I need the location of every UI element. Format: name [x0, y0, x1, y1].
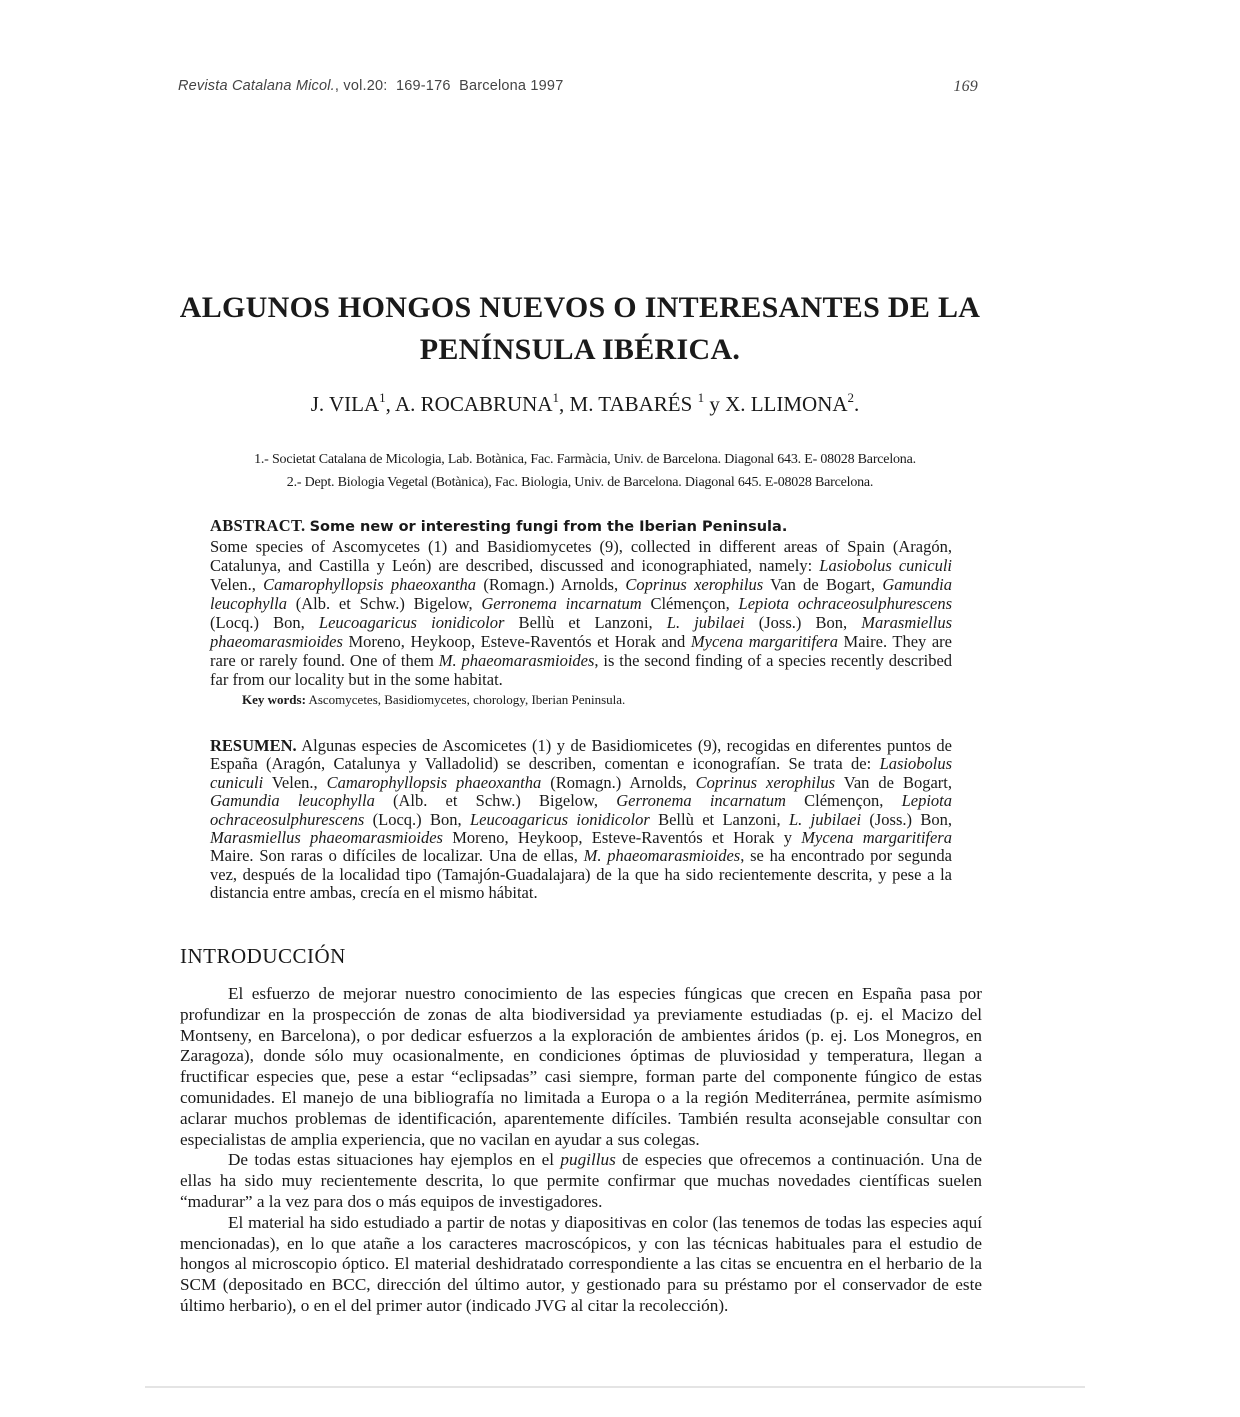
- author-llimona: y X. LLIMONA: [704, 392, 848, 416]
- introduccion-body: [180, 984, 982, 1317]
- author-rocabruna: , A. ROCABRUNA: [385, 392, 553, 416]
- resumen-block: [210, 737, 952, 903]
- intro-paragraph-1: El esfuerzo de mejorar nuestro conocimiento de las especies fúngicas que crecen en España pasa por profundizar en la prospección de zonas de alta biodiversidad ya previamente estudiadas (p. ej. el Macizo del Montseny, en Barcelona), o por dedicar esfuerzos a la exploración de ambientes áridos (p. ej. Los Monegros, en Zaragoza), donde sólo muy ocasionalmente, en condiciones óptimas de pluviosidad y temperatura, llegan a fructificar especies que, pese a estar “eclipsadas” casi siempre, forman parte del componente fúngico de estas comunidades. El manejo de una bibliografía no limitada a Europa o a la región Mediterránea, permite asímismo aclarar muchos problemas de identificación, aparentemente difíciles. También resulta aconsejable consultar con especialistas de amplia experiencia, que no vacilan en ayudar a sus colegas.: [180, 984, 982, 1149]
- title-line-2: PENÍNSULA IBÉRICA.: [419, 333, 741, 366]
- intro-paragraph-3: El material ha sido estudiado a partir de notas y diapositivas en color (las tenemos de todas las especies aquí mencionadas), en lo que atañe a los caracteres macroscópicos, y con las técnicas habituales para el estudio de hongos al microscopio óptico. El material deshidratado correspondiente a las citas se encuentra en el herbario de la SCM (depositado en BCC, dirección del último autor, y gestionado para su préstamo por el conservador de este último herbario), o en el del primer autor (indicado JVG al citar la recolección).: [180, 1212, 982, 1315]
- intro-paragraph-2: De todas estas situaciones hay ejemplos en el pugillus de especies que ofrecemos a continuación. Una de ellas ha sido muy recientemente descrita, lo que permite confirmar que muchas novedades científicas suelen “madurar” a la vez para dos o más equipos de investigadores.: [180, 1150, 982, 1211]
- keywords: [242, 691, 952, 709]
- keywords-text: Ascomycetes, Basidiomycetes, chorology, Iberian Peninsula.: [305, 692, 626, 707]
- affiliation-2: 2.- Dept. Biologia Vegetal (Botànica), Fac. Biologia, Univ. de Barcelona. Diagonal 645. E-08028 Barcelona.: [286, 475, 874, 490]
- journal-volume: , vol.20:: [334, 78, 388, 94]
- affil-marker: 1: [697, 390, 705, 405]
- abstract-block: [210, 516, 952, 709]
- article-title: [150, 287, 1010, 371]
- author-list: [150, 392, 1020, 417]
- abstract-label: ABSTRACT.: [210, 516, 306, 535]
- author-list-end: .: [854, 392, 860, 416]
- journal-place-year: Barcelona 1997: [459, 78, 564, 94]
- resumen-label: RESUMEN.: [210, 736, 297, 755]
- keywords-label: Key words:: [242, 692, 306, 707]
- section-heading-introduccion: INTRODUCCIÓN: [180, 944, 346, 968]
- affiliation-1: 1.- Societat Catalana de Micologia, Lab. Botànica, Fac. Farmàcia, Univ. de Barcelona. Diagonal 643. E- 08028 Barcelona.: [254, 452, 916, 467]
- abstract-text: Some species of Ascomycetes (1) and Basidiomycetes (9), collected in different areas of Spain (Aragón, Catalunya, and Castilla y León) are described, discussed and iconographiated, namely: Lasiobolus cuniculi Velen., Camarophyllopsis phaeoxantha (Romagn.) Arnolds, Coprinus xerophilus Van de Bogart, Gamundia leucophylla (Alb. et Schw.) Bigelow, Gerronema incarnatum Clémençon, Lepiota ochraceosulphurescens (Locq.) Bon, Leucoagaricus ionidicolor Bellù et Lanzoni, L. jubilaei (Joss.) Bon, Marasmiellus phaeomarasmioides Moreno, Heykoop, Esteve-Raventós et Horak and Mycena margaritifera Maire. They are rare or rarely found. One of them M. phaeomarasmioides, is the second finding of a species recently described far from our locality but in the some habitat.: [210, 537, 953, 689]
- journal-name: Revista Catalana Micol.: [178, 78, 335, 94]
- affil-marker: 1: [379, 390, 386, 405]
- affil-marker: 2: [847, 390, 855, 405]
- running-head: [178, 78, 978, 102]
- abstract-heading: Some new or interesting fungi from the Iberian Peninsula.: [309, 519, 788, 535]
- page-number: 169: [953, 78, 978, 95]
- author-vila: J. VILA: [310, 392, 380, 416]
- journal-pages: 169-176: [395, 78, 451, 94]
- scan-edge-line: [145, 1386, 1085, 1388]
- author-tabares: , M. TABARÉS: [559, 392, 698, 416]
- resumen-text: RESUMEN. Algunas especies de Ascomicetes (1) y de Basidiomicetes (9), recogidas en diferentes puntos de España (Aragón, Catalunya y Valladolid) se describen, comentan e iconografían. Se trata de: Lasiobolus cuniculi Velen., Camarophyllopsis phaeoxantha (Romagn.) Arnolds, Coprinus xerophilus Van de Bogart, Gamundia leucophylla (Alb. et Schw.) Bigelow, Gerronema incarnatum Clémençon, Lepiota ochraceosulphurescens (Locq.) Bon, Leucoagaricus ionidicolor Bellù et Lanzoni, L. jubilaei (Joss.) Bon, Marasmiellus phaeomarasmioides Moreno, Heykoop, Esteve-Raventós et Horak y Mycena margaritifera Maire. Son raras o difíciles de localizar. Una de ellas, M. phaeomarasmioides, se ha encontrado por segunda vez, después de la localidad tipo (Tamajón-Guadalajara) de la que ha sido recientemente descrita, y pese a la distancia entre ambas, crecía en el mismo hábitat.: [210, 736, 953, 903]
- title-line-1: ALGUNOS HONGOS NUEVOS O INTERESANTES DE LA: [179, 291, 981, 324]
- affil-marker: 1: [552, 390, 560, 405]
